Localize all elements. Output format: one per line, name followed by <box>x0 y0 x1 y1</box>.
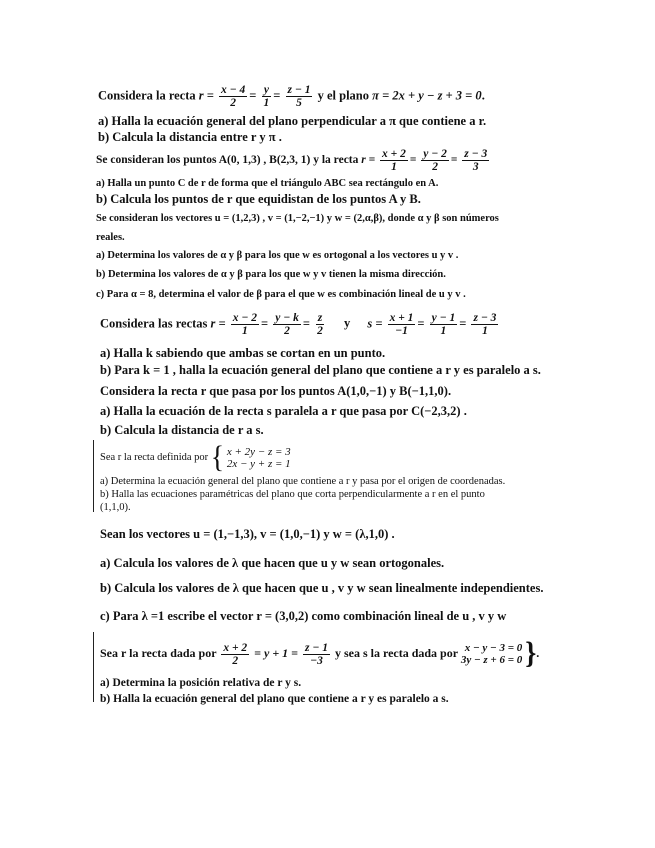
p2-a: a) Halla un punto C de r de forma que el triángulo ABC sea rectángulo en A. <box>96 178 439 189</box>
p1-frac-y <box>262 84 272 109</box>
p3-c: c) Para α = 8, determina el valor de β para el que w es combinación lineal de u y v . <box>96 289 466 300</box>
p8-intro-text: Sea r la recta dada por <box>100 645 217 660</box>
p2-frac-z <box>462 148 489 173</box>
p6-system <box>227 446 291 470</box>
p8-intro-b: y sea s la recta dada por <box>334 645 458 660</box>
p1-fy-num: y <box>263 84 269 96</box>
p4-r-lhs: r = <box>210 316 226 331</box>
p3-b: b) Determina los valores de α y β para los que w y v tienen la misma dirección. <box>96 269 446 280</box>
p4-sx-den: −1 <box>395 325 408 337</box>
p6-b: b) Halla las ecuaciones paramétricas del plano que corta perpendicularmente a r en el punto <box>100 489 485 500</box>
p8-frac-z <box>303 642 330 667</box>
p8-intro: Sea r la recta dada por $\frac{x + 2}{2}$ = y + 1 = $\frac{z - 1}{-3}$ y sea s la recta dada por x − y − 3 = 0 3y − z + 6 = 0 }. <box>100 636 540 671</box>
p6-intro-text: Sea r la recta definida por <box>100 452 209 463</box>
p4-s-frac-y <box>430 312 458 337</box>
p8-margin-rule <box>93 632 94 702</box>
p5-intro: Considera la recta r que pasa por los puntos A(1,0,−1) y B(−1,1,0). <box>100 384 452 398</box>
p4-r-frac-x <box>231 312 259 337</box>
p2-fz-den: 3 <box>472 161 479 173</box>
p3-line2: reales. <box>96 232 125 243</box>
p2-frac-x <box>380 148 408 173</box>
p6-intro <box>100 440 291 475</box>
p6-b2: (1,1,0). <box>100 502 131 513</box>
p1-plane: π = 2x + y − z + 3 = 0 <box>372 88 482 103</box>
p8-b: b) Halla la ecuación general del plano que contiene a r y es paralelo a s. <box>100 693 449 705</box>
p1-frac-z <box>286 84 313 109</box>
p2-fy-num: y − 2 <box>423 148 447 160</box>
p6-brace: { <box>210 440 225 475</box>
p4-sy-num: y − 1 <box>431 312 456 324</box>
p2-fy-den: 2 <box>432 161 438 173</box>
p1-frac-x <box>219 84 247 109</box>
p4-rx-den: 1 <box>242 325 248 337</box>
p2-intro-text: Se consideran los puntos A(0, 1,3) , B(2,3, 1) y la recta <box>96 154 359 167</box>
p1-fy-den: 1 <box>263 97 270 109</box>
p4-s-frac-x <box>388 312 416 337</box>
p8-fz-den: −3 <box>310 654 323 667</box>
p2-b: b) Calcula los puntos de r que equidistan de los puntos A y B. <box>96 192 421 206</box>
p3-a: a) Determina los valores de α y β para los que w es ortogonal a los vectores u y v . <box>96 250 459 261</box>
p8-fz-num: z − 1 <box>305 641 328 654</box>
p8-a: a) Determina la posición relativa de r y s. <box>100 677 302 689</box>
p4-s-lhs: s = <box>367 316 383 331</box>
p1-intro: Considera la recta r = $\frac{x - 4}{2}$ = $\frac{y}{1}$ = $\frac{z - 1}{5}$ y el plano π = 2x + y − z + 3 = 0. <box>98 84 485 109</box>
p1-b: b) Calcula la distancia entre r y π . <box>98 130 282 144</box>
p8-brace: } <box>525 636 537 671</box>
p8-eq2: 3y − z + 6 = 0 <box>460 654 523 666</box>
p5-b: b) Calcula la distancia de r a s. <box>100 423 264 437</box>
p7-intro: Sean los vectores u = (1,−1,3), v = (1,0,−1) y w = (λ,1,0) . <box>100 527 395 541</box>
p4-sy-den: 1 <box>440 325 447 337</box>
p3-line1: Se consideran los vectores u = (1,2,3) , v = (1,−2,−1) y w = (2,α,β), donde α y β son números <box>96 213 499 224</box>
p4-sx-num: x + 1 <box>389 312 414 324</box>
p2-frac-y <box>421 148 449 173</box>
p1-fx-num: x − 4 <box>221 84 246 96</box>
p1-fz-den: 5 <box>296 97 302 109</box>
p4-rz-den: 2 <box>317 325 323 337</box>
p7-c: c) Para λ =1 escribe el vector r = (3,0,2) como combinación lineal de u , v y w <box>100 609 507 623</box>
p8-frac-x <box>221 642 249 667</box>
p4-r-frac-z <box>315 312 325 337</box>
p4-sz-num: z − 3 <box>473 312 497 324</box>
p1-fz-num: z − 1 <box>287 84 311 96</box>
p8-fx-den: 2 <box>232 654 239 667</box>
p7-b: b) Calcula los valores de λ que hacen que u , v y w sean linealmente independientes. <box>100 581 544 595</box>
p8-fx-num: x + 2 <box>223 641 248 654</box>
p4-and: y <box>343 316 351 331</box>
p2-fx-den: 1 <box>391 161 397 173</box>
p8-eq1: x − y − 3 = 0 <box>464 642 523 654</box>
p4-r-frac-y <box>273 312 301 337</box>
p6-a: a) Determina la ecuación general del plano que contiene a r y pasa por el origen de coordenadas. <box>100 476 506 487</box>
p4-rz-num: z <box>317 312 323 324</box>
p2-r-lhs: r = <box>361 154 376 167</box>
p1-fx-den: 2 <box>230 97 237 109</box>
p1-a: a) Halla la ecuación general del plano perpendicular a π que contiene a r. <box>98 114 487 128</box>
p4-ry-num: y − k <box>275 312 299 324</box>
p8-system <box>461 642 522 666</box>
p7-a: a) Calcula los valores de λ que hacen que u y w sean ortogonales. <box>100 556 445 570</box>
p4-intro-text: Considera las rectas <box>100 316 208 331</box>
p4-sz-den: 1 <box>482 325 488 337</box>
p1-intro-b: y el plano <box>317 88 369 103</box>
p4-ry-den: 2 <box>284 325 290 337</box>
p2-fz-num: z − 3 <box>464 148 488 160</box>
p4-b: b) Para k = 1 , halla la ecuación general del plano que contiene a r y es paralelo a s. <box>100 363 541 377</box>
p8-mid: = y + 1 = <box>254 645 298 660</box>
p4-s-frac-z <box>471 312 498 337</box>
p1-intro-text: Considera la recta <box>98 88 196 103</box>
p4-a: a) Halla k sabiendo que ambas se cortan en un punto. <box>100 346 386 360</box>
p4-intro: Considera las rectas r = $\frac{x - 2}{1}$ = $\frac{y - k}{2}$ = $\frac{z}{2}$ y s = $\frac{x + 1}{-1}$ = $\frac{y - 1}{1}$ = $\frac{z - 3}{1}$ <box>100 312 497 337</box>
p1-r-lhs: r = <box>198 88 214 103</box>
p5-a: a) Halla la ecuación de la recta s paralela a r que pasa por C(−2,3,2) . <box>100 404 467 418</box>
p6-eq2: 2x − y + z = 1 <box>226 458 291 470</box>
p2-fx-num: x + 2 <box>382 148 406 160</box>
p6-eq1: x + 2y − z = 3 <box>226 446 291 458</box>
p6-margin-rule <box>93 440 94 512</box>
p4-rx-num: x − 2 <box>232 312 257 324</box>
p2-intro: Se consideran los puntos A(0, 1,3) , B(2,3, 1) y la recta r = $\frac{x + 2}{1}$ = $\frac{y - 2}{2}$ = $\frac{z - 3}{3}$ <box>96 148 488 173</box>
